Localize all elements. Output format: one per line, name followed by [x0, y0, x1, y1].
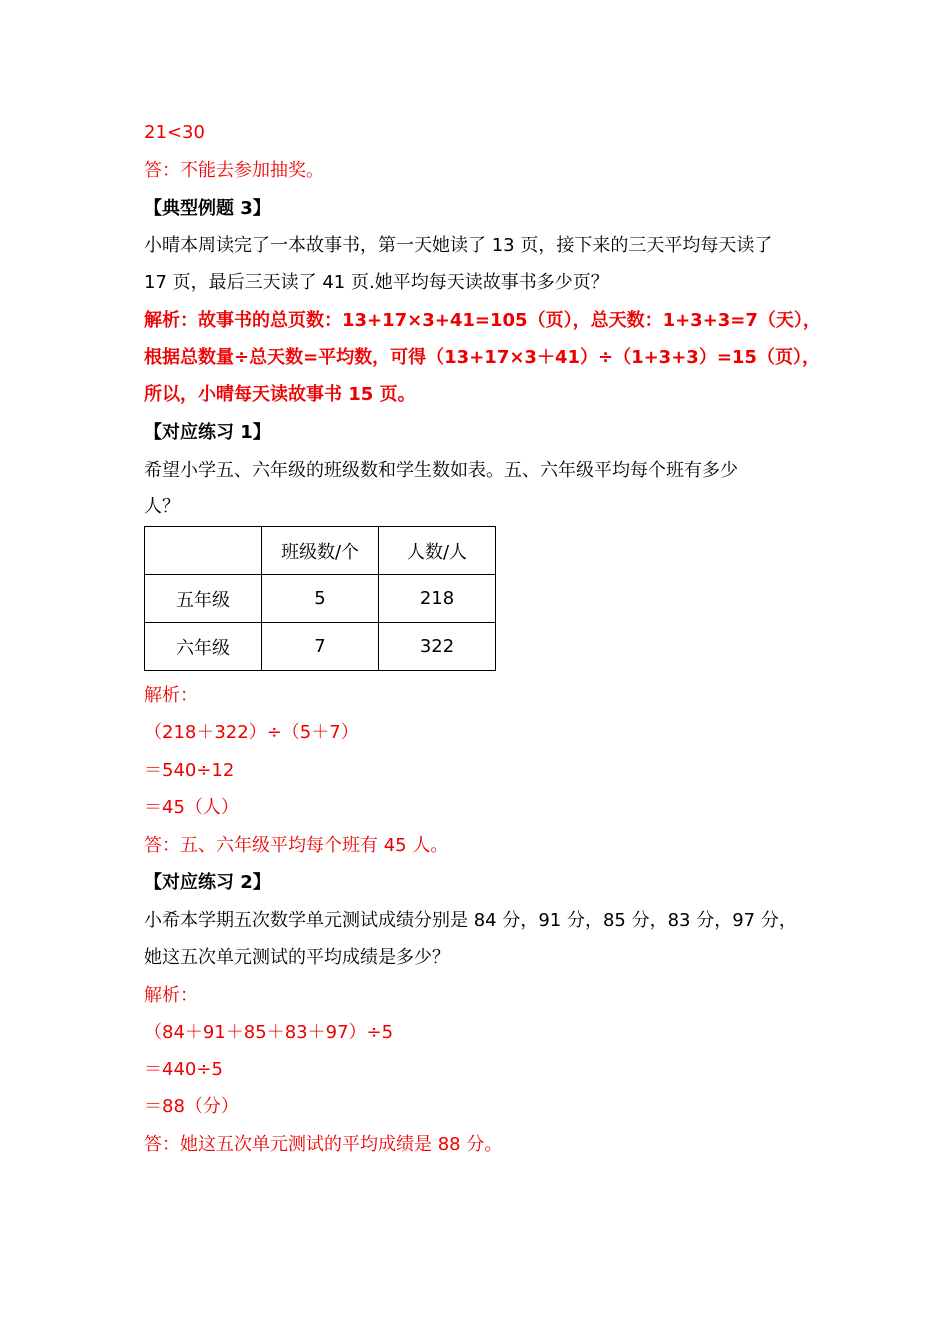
example-3-analysis-line-2: 根据总数量÷总天数=平均数，可得（13+17×3＋41）÷（1+3+3）=15（页）， — [144, 347, 820, 368]
practice-2-question-line-1: 小希本学期五次数学单元测试成绩分别是 84 分，91 分，85 分，83 分，97 分， — [144, 910, 797, 931]
practice-1-question-line-1: 希望小学五、六年级的班级数和学生数如表。五、六年级平均每个班有多少 — [144, 460, 738, 481]
practice-1-question-line-2: 人？ — [144, 496, 180, 517]
table-cell: 5 — [262, 575, 379, 623]
table-cell: 322 — [379, 623, 496, 671]
example-3-analysis-line-3: 所以，小晴每天读故事书 15 页。 — [144, 384, 416, 405]
example-3-analysis-line-1: 解析：故事书的总页数：13+17×3+41=105（页），总天数：1+3+3=7（天）， — [144, 310, 821, 331]
practice-2-question-line-2: 她这五次单元测试的平均成绩是多少？ — [144, 947, 450, 968]
practice-1-step-1: （218＋322）÷（5＋7） — [144, 722, 359, 743]
table-header-cell: 人数/人 — [379, 527, 496, 575]
practice-2-step-3: ＝88（分） — [144, 1096, 239, 1117]
section-heading-practice-2: 【对应练习 2】 — [144, 872, 271, 893]
table-cell: 六年级 — [145, 623, 262, 671]
class-student-table — [144, 526, 496, 671]
table-cell: 7 — [262, 623, 379, 671]
practice-1-answer: 答：五、六年级平均每个班有 45 人。 — [144, 835, 449, 856]
section-heading-example-3: 【典型例题 3】 — [144, 198, 271, 219]
table-header-cell — [145, 527, 262, 575]
table-cell: 218 — [379, 575, 496, 623]
table-header-row — [145, 527, 496, 575]
practice-2-answer: 答：她这五次单元测试的平均成绩是 88 分。 — [144, 1134, 503, 1155]
practice-2-step-2: ＝440÷5 — [144, 1059, 223, 1080]
practice-2-step-1: （84＋91＋85＋83＋97）÷5 — [144, 1022, 394, 1043]
answer-line: 答：不能去参加抽奖。 — [144, 160, 324, 181]
table-row — [145, 623, 496, 671]
comparison-line: 21<30 — [144, 122, 205, 143]
table-cell: 五年级 — [145, 575, 262, 623]
practice-1-step-2: ＝540÷12 — [144, 760, 235, 781]
table-header-cell: 班级数/个 — [262, 527, 379, 575]
practice-2-analysis-label: 解析： — [144, 985, 198, 1006]
table-row — [145, 575, 496, 623]
section-heading-practice-1: 【对应练习 1】 — [144, 422, 271, 443]
example-3-question-line-2: 17 页，最后三天读了 41 页.她平均每天读故事书多少页？ — [144, 272, 609, 293]
practice-1-step-3: ＝45（人） — [144, 797, 239, 818]
example-3-question-line-1: 小晴本周读完了一本故事书，第一天她读了 13 页，接下来的三天平均每天读了 — [144, 235, 773, 256]
practice-1-analysis-label: 解析： — [144, 685, 198, 706]
